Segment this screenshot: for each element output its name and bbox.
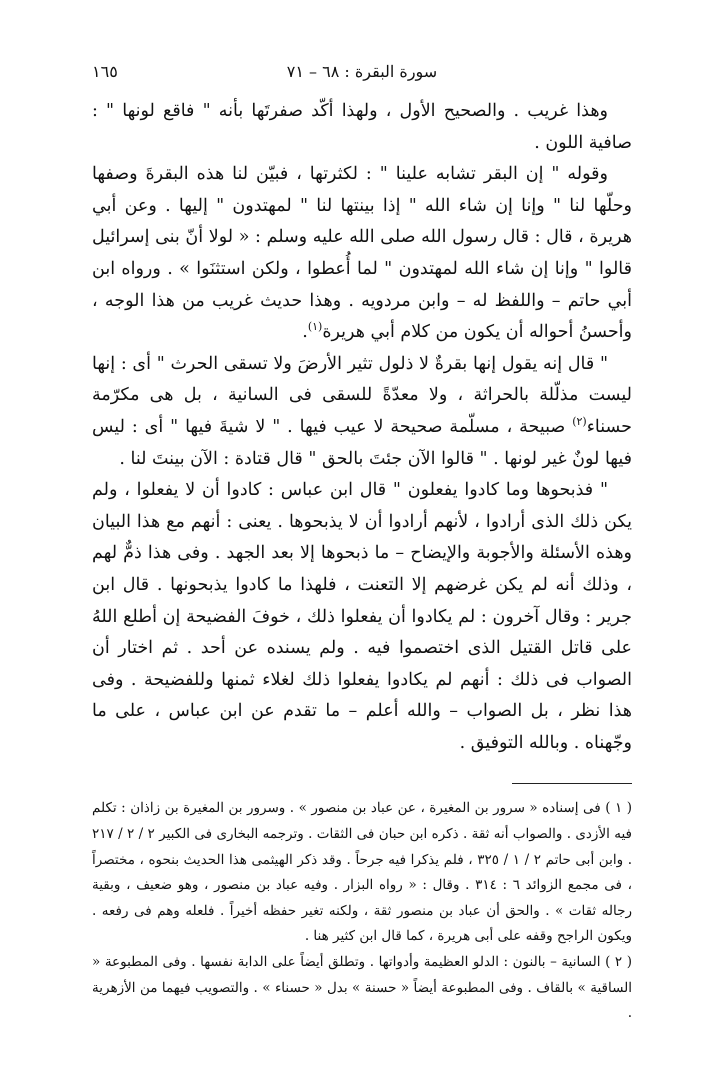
footnotes: [92, 796, 632, 1026]
main-text: [92, 96, 632, 759]
page-number: ١٦٥: [92, 62, 118, 81]
footnote-1: ( ١ ) فى إسناده « سرور بن المغيرة ، عن عباد بن منصور » . وسرور بن المغيرة بن زاذان : تكلم فيه الأزدى . والصواب أنه ثقة . ذكره ابن حبان فى الثقات . وترجمه البخارى فى الكبير ٢ / ٢ / ٢١٧ . وابن أبى حاتم ٢ / ١ / ٣٢٥ ، فلم يذكرا فيه جرحاً . وقد ذكر الهيثمى هذا الحديث بنحوه ، مختصراً ، فى مجمع الزوائد ٦ : ٣١٤ . وقال : « رواه البزار . وفيه عباد بن منصور ، وهو ضعيف ، وبقية رجاله ثقات » . والحق أن عباد بن منصور ثقة ، ولكنه تغير حفظه أخيراً . فلعله وهم فى رفعه . ويكون الراجح وقفه على أبى هريرة ، كما قال ابن كثير هنا .: [92, 800, 632, 945]
footnote-2: ( ٢ ) السانية – بالنون : الدلو العظيمة وأدواتها . وتطلق أيضاً على الدابة نفسها . وفى المطبوعة « الساقية » بالقاف . وفى المطبوعة أيضاً « حسنة » بدل « حسناء » . والتصويب فيهما من الأزهرية .: [92, 954, 632, 1022]
page-header: [92, 60, 632, 88]
footnote-marker-1: (١): [307, 320, 323, 334]
paragraph-2-end: .: [302, 322, 308, 343]
paragraph-1: وهذا غريب . والصحيح الأول ، ولهذا أكّد صفرتَها بأنه " فاقع لونها " : صافية اللون .: [92, 101, 632, 153]
paragraph-3-text: " قال إنه يقول إنها بقرةٌ لا ذلول تثير الأرضَ ولا تسقى الحرث " أى : إنها ليست مذلّلة بالحراثة ، ولا معدّةً للسقى فى السانية ، بل هى مكرّمة حسناء: [92, 353, 632, 437]
footnote-marker-2: (٢): [572, 415, 587, 429]
paragraph-3: [92, 349, 632, 475]
paragraph-2-text: وقوله " إن البقر تشابه علينا " : لكثرتها ، فبيّن لنا هذه البقرةَ وصفها وحلّها لنا " وإنا إن شاء الله " إذا بينتها لنا " لمهتدون " إليها . وعن أبي هريرة ، قال : قال رسول الله صلى الله عليه وسلم : « لولا أنّ بنى إسرائيل قالوا " وإنا إن شاء الله لمهتدون " لما أُعطوا ، ولكن استثنَوا » . ورواه ابن أبي حاتم – واللفظ له – وابن مردويه . وهذا حديث غريب من هذا الوجه ، وأحسنُ أحواله أن يكون من كلام أبي هريرة: [92, 164, 632, 343]
paragraph-3-continuation: صبيحة ، مسلّمة صحيحة لا عيب فيها . " لا شيةَ فيها " أى : ليس فيها لونٌ غير لونها . " قالوا الآن جئتَ بالحق " قال قتادة : الآن بينتَ لنا .: [92, 416, 632, 469]
book-page: [92, 60, 632, 1050]
footnote-divider: [512, 783, 632, 784]
paragraph-4: " فذبحوها وما كادوا يفعلون " قال ابن عباس : كادوا أن لا يفعلوا ، ولم يكن ذلك الذى أرادوا ، لأنهم أرادوا أن لا يذبحوها . يعنى : أنهم مع هذا البيان وهذه الأسئلة والأجوبة والإيضاح – ما ذبحوها إلا بعد الجهد . وفى هذا ذمٌّ لهم ، وذلك أنه لم يكن غرضهم إلا التعنت ، فلهذا ما كادوا يذبحونها . قال ابن جرير : وقال آخرون : لم يكادوا أن يفعلوا ذلك ، خوفَ الفضيحة إن أطلع اللهُ على قاتل القتيل الذى اختصموا فيه . ولم يسنده عن أحد . ثم اختار أن الصواب فى ذلك : أنهم لم يكادوا يفعلوا ذلك لغلاء ثمنها وللفضيحة . وفى هذا نظر ، بل الصواب – والله أعلم – ما تقدم عن ابن عباس ، على ما وجّهناه . وبالله التوفيق .: [92, 480, 632, 753]
paragraph-2: [92, 159, 632, 349]
running-title: سورة البقرة : ٦٨ – ٧١: [286, 62, 438, 81]
